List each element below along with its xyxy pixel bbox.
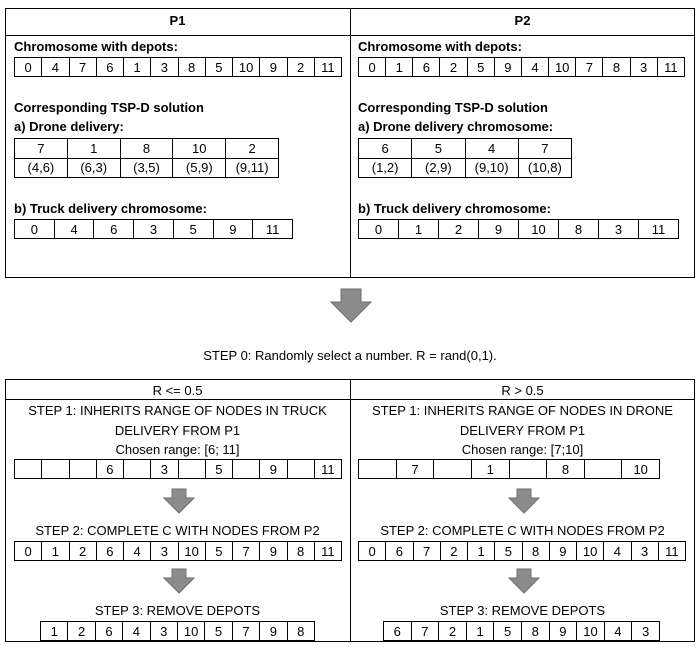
down-arrow-icon: [508, 568, 540, 594]
gene-cell: 2: [440, 58, 467, 77]
gene-cell: 7: [413, 542, 440, 561]
gene-cell: 11: [314, 542, 341, 561]
gene-cell: 11: [314, 58, 341, 77]
left-step3-text: STEP 3: REMOVE DEPOTS: [94, 603, 261, 618]
gene-cell: 6: [413, 58, 440, 77]
gene-cell: [287, 460, 314, 479]
left-case-header: R <= 0.5: [152, 383, 203, 398]
drone-pair-cell: (1,2): [359, 158, 412, 178]
gene-cell: 4: [521, 58, 548, 77]
gene-cell: 5: [467, 58, 494, 77]
gene-cell: 11: [658, 542, 685, 561]
gene-cell: [124, 460, 151, 479]
gene-cell: 3: [151, 542, 178, 561]
gene-cell: 8: [287, 622, 314, 641]
p1-header: P1: [169, 13, 186, 28]
gene-cell: 2: [69, 542, 96, 561]
gene-cell: [42, 460, 69, 479]
drone-pair-cell: (9,11): [226, 158, 279, 178]
drone-pair-cell: (2,9): [412, 158, 465, 178]
gene-cell: 4: [54, 220, 94, 239]
gene-cell: 9: [549, 622, 577, 641]
gene-cell: 9: [260, 58, 287, 77]
drone-node-cell: 8: [120, 139, 173, 159]
gene-cell: 10: [577, 542, 604, 561]
gene-cell: 4: [123, 622, 150, 641]
right-chosen-range: Chosen range: [7;10]: [461, 442, 584, 457]
gene-cell: 10: [577, 622, 605, 641]
drone-node-cell: 10: [173, 139, 226, 159]
gene-cell: 2: [440, 542, 467, 561]
down-arrow-icon: [163, 488, 195, 514]
gene-cell: 1: [466, 622, 494, 641]
drone-pair-cell: (6,3): [67, 158, 120, 178]
gene-cell: 1: [42, 542, 69, 561]
gene-cell: 3: [599, 220, 639, 239]
gene-cell: 11: [657, 58, 684, 77]
right-complete-row: [358, 541, 686, 561]
gene-cell: [15, 460, 42, 479]
left-complete-row: [14, 541, 342, 561]
right-case-header: R > 0.5: [501, 383, 544, 398]
gene-cell: 5: [173, 220, 213, 239]
p2-chromosome-label: Chromosome with depots:: [358, 39, 522, 54]
gene-cell: 6: [386, 542, 413, 561]
p2-truck-row: [358, 219, 679, 239]
drone-pair-cell: (10,8): [518, 158, 571, 178]
gene-cell: 11: [639, 220, 679, 239]
gene-cell: 6: [96, 460, 123, 479]
gene-cell: 4: [42, 58, 69, 77]
gene-cell: 7: [411, 622, 439, 641]
gene-cell: 10: [622, 460, 660, 479]
p1-truck-label: b) Truck delivery chromosome:: [14, 201, 207, 216]
gene-cell: 5: [205, 542, 232, 561]
p2-drone-table: [358, 138, 572, 178]
gene-cell: 3: [150, 622, 177, 641]
p1-tsp-label: Corresponding TSP-D solution: [14, 100, 204, 115]
gene-cell: 9: [260, 460, 287, 479]
gene-cell: 7: [233, 542, 260, 561]
drone-node-cell: 7: [15, 139, 68, 159]
gene-cell: 7: [69, 58, 96, 77]
gene-cell: 3: [151, 460, 178, 479]
gene-cell: 11: [314, 460, 341, 479]
right-step2-text: STEP 2: COMPLETE C WITH NODES FROM P2: [380, 523, 665, 538]
gene-cell: 5: [495, 542, 522, 561]
gene-cell: 9: [213, 220, 253, 239]
gene-cell: [233, 460, 260, 479]
gene-cell: [584, 460, 622, 479]
right-step3-text: STEP 3: REMOVE DEPOTS: [439, 603, 606, 618]
gene-cell: 0: [359, 58, 386, 77]
gene-cell: 0: [359, 220, 399, 239]
gene-cell: 6: [94, 220, 134, 239]
gene-cell: 8: [521, 622, 549, 641]
gene-cell: 8: [559, 220, 599, 239]
gene-cell: 2: [68, 622, 95, 641]
p2-chromosome-row: [358, 57, 685, 77]
gene-cell: 6: [96, 542, 123, 561]
gene-cell: 8: [178, 58, 205, 77]
gene-cell: 1: [468, 542, 495, 561]
down-arrow-icon: [330, 288, 372, 324]
gene-cell: 8: [603, 58, 630, 77]
gene-cell: 5: [494, 622, 522, 641]
p1-drone-label: a) Drone delivery:: [14, 119, 124, 134]
gene-cell: 10: [233, 58, 260, 77]
p2-tsp-label: Corresponding TSP-D solution: [358, 100, 548, 115]
gene-cell: 4: [604, 542, 631, 561]
gene-cell: 2: [287, 58, 314, 77]
p1-chromosome-label: Chromosome with depots:: [14, 39, 178, 54]
right-step1-line2: DELIVERY FROM P1: [459, 423, 586, 438]
drone-pair-cell: (3,5): [120, 158, 173, 178]
gene-cell: [509, 460, 547, 479]
drone-node-cell: 1: [67, 139, 120, 159]
gene-cell: 11: [253, 220, 293, 239]
right-inherit-row: [358, 459, 660, 479]
p2-truck-label: b) Truck delivery chromosome:: [358, 201, 551, 216]
gene-cell: 9: [494, 58, 521, 77]
gene-cell: 3: [630, 58, 657, 77]
gene-cell: 5: [205, 58, 232, 77]
drone-pair-cell: (9,10): [465, 158, 518, 178]
drone-node-cell: 7: [518, 139, 571, 159]
p2-drone-label: a) Drone delivery chromosome:: [358, 119, 554, 134]
gene-cell: 3: [151, 58, 178, 77]
parents-column-divider: [350, 8, 351, 278]
gene-cell: 9: [549, 542, 576, 561]
gene-cell: 10: [549, 58, 576, 77]
left-step2-text: STEP 2: COMPLETE C WITH NODES FROM P2: [35, 523, 320, 538]
gene-cell: 0: [15, 542, 42, 561]
gene-cell: 8: [522, 542, 549, 561]
gene-cell: 7: [396, 460, 434, 479]
gene-cell: 10: [519, 220, 559, 239]
gene-cell: [178, 460, 205, 479]
gene-cell: [69, 460, 96, 479]
gene-cell: 9: [260, 542, 287, 561]
drone-pair-cell: (5,9): [173, 158, 226, 178]
p2-header: P2: [514, 13, 531, 28]
drone-node-cell: 4: [465, 139, 518, 159]
left-inherit-row: [14, 459, 342, 479]
gene-cell: 6: [96, 58, 123, 77]
gene-cell: 0: [15, 58, 42, 77]
gene-cell: [359, 460, 397, 479]
gene-cell: 7: [232, 622, 259, 641]
drone-node-cell: 2: [226, 139, 279, 159]
p1-chromosome-row: [14, 57, 342, 77]
gene-cell: 3: [134, 220, 174, 239]
gene-cell: 9: [260, 622, 287, 641]
gene-cell: 6: [384, 622, 412, 641]
drone-node-cell: 5: [412, 139, 465, 159]
gene-cell: 10: [178, 542, 205, 561]
gene-cell: 9: [479, 220, 519, 239]
gene-cell: 1: [399, 220, 439, 239]
gene-cell: 1: [41, 622, 68, 641]
gene-cell: 1: [124, 58, 151, 77]
gene-cell: 4: [124, 542, 151, 561]
gene-cell: 7: [576, 58, 603, 77]
p1-truck-row: [14, 219, 293, 239]
gene-cell: 4: [604, 622, 632, 641]
gene-cell: 6: [95, 622, 122, 641]
right-step1-line1: STEP 1: INHERITS RANGE OF NODES IN DRONE: [372, 403, 673, 418]
gene-cell: 1: [471, 460, 509, 479]
down-arrow-icon: [163, 568, 195, 594]
gene-cell: 2: [439, 220, 479, 239]
step0-text: STEP 0: Randomly select a number. R = rand(0,1).: [203, 348, 497, 363]
gene-cell: 3: [631, 542, 658, 561]
gene-cell: 8: [547, 460, 585, 479]
drone-node-cell: 6: [359, 139, 412, 159]
left-step1-line1: STEP 1: INHERITS RANGE OF NODES IN TRUCK: [28, 403, 327, 418]
gene-cell: 10: [177, 622, 204, 641]
gene-cell: 5: [205, 622, 232, 641]
left-step1-line2: DELIVERY FROM P1: [114, 423, 241, 438]
gene-cell: 0: [15, 220, 55, 239]
left-final-row: [40, 621, 315, 641]
p1-drone-table: [14, 138, 279, 178]
gene-cell: 8: [287, 542, 314, 561]
left-chosen-range: Chosen range: [6; 11]: [115, 442, 240, 457]
gene-cell: 0: [359, 542, 386, 561]
drone-pair-cell: (4,6): [15, 158, 68, 178]
gene-cell: 5: [205, 460, 232, 479]
gene-cell: [434, 460, 472, 479]
gene-cell: 3: [632, 622, 660, 641]
gene-cell: 1: [386, 58, 413, 77]
right-final-row: [383, 621, 660, 641]
gene-cell: 2: [439, 622, 467, 641]
down-arrow-icon: [508, 488, 540, 514]
